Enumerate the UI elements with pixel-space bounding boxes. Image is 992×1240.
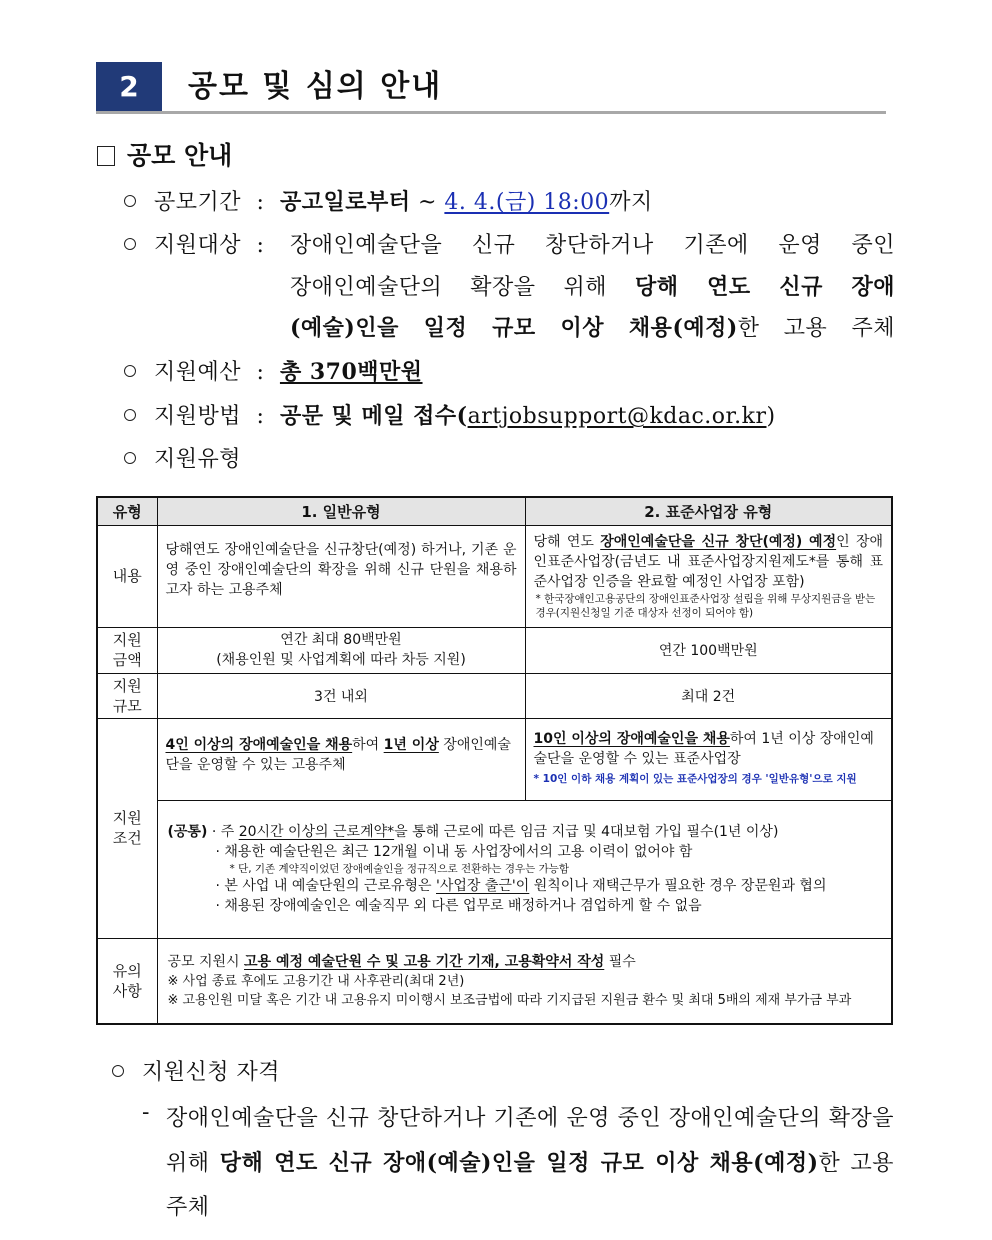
dash-bullet-icon: - [142, 1100, 150, 1125]
row-label: 지원 규모 [97, 673, 157, 718]
subheading [97, 138, 232, 174]
cell-notes: 공모 지원시 고용 예정 예술단원 수 및 고용 기간 기재, 고용확약서 작성 필수 ※ 사업 종료 후에도 고용기간 내 사후관리(최대 2년) ※ 고용인원 미달 혹은 기간 내 고용유지 미이행시 보조금법에 따라 기지급된 지원금 환수 및 최대 5배의 제재 부가금 부과 [157, 938, 892, 1024]
item-label: 지원대상 [154, 233, 242, 258]
circle-bullet-icon [124, 409, 136, 421]
col-header-general: 1. 일반유형 [157, 497, 525, 525]
cell-scale-general: 3건 내외 [157, 673, 525, 718]
circle-bullet-icon [124, 238, 136, 250]
cell-conditions-standard: 10인 이상의 장애예술인을 채용하여 1년 이상 장애인예술단을 운영할 수 있는 표준사업장 * 10인 이하 채용 계획이 있는 표준사업장의 경우 '일반유형'으로 지원 [525, 718, 892, 800]
email-link[interactable]: artjobsupport@kdac.or.kr [467, 404, 767, 429]
circle-bullet-icon [124, 365, 136, 377]
item-label: 지원신청 자격 [142, 1060, 281, 1085]
section-divider [96, 111, 886, 114]
period-deadline: 4. 4.(금) 18:00 [444, 190, 610, 215]
item-eligibility [112, 1056, 280, 1090]
item-period: 공모기간 : 공고일로부터 ~ 4. 4.(금) 18:00까지 [124, 185, 653, 220]
item-label: 지원예산 [154, 360, 242, 385]
item-budget: 지원예산 : 총 370백만원 [124, 355, 423, 390]
table-row-content [97, 525, 892, 627]
cell-conditions-general: 4인 이상의 장애예술인을 채용하여 1년 이상 장애인예술단을 운영할 수 있는 고용주체 [157, 718, 525, 800]
target-line-1: 장애인예술단을 신규 창단하거나 기존에 운영 중인 [290, 233, 895, 258]
row-label: 내용 [97, 525, 157, 627]
cell-scale-standard: 최대 2건 [525, 673, 892, 718]
eligibility-text: 장애인예술단을 신규 창단하거나 기존에 운영 중인 장애인예술단의 확장을 위해 당해 연도 신규 장애(예술)인을 일정 규모 이상 채용(예정)한 고용 주체 [166, 1106, 895, 1220]
table-row-common-conditions [97, 800, 892, 938]
item-label: 지원유형 [154, 447, 242, 472]
budget-value: 총 370백만원 [279, 359, 423, 385]
section-number-badge: 2 [96, 62, 162, 111]
cell-amount-standard: 연간 100백만원 [525, 627, 892, 673]
row-label: 지원 조건 [97, 718, 157, 938]
item-label: 지원방법 [154, 404, 242, 429]
standard-condition-note: * 10인 이하 채용 계획이 있는 표준사업장의 경우 '일반유형'으로 지원 [533, 773, 857, 785]
table-row-amount [97, 627, 892, 673]
item-label: 공모기간 [154, 190, 242, 215]
table-header-row [97, 497, 892, 525]
col-header-standard: 2. 표준사업장 유형 [525, 497, 892, 525]
cell-amount-general: 연간 최대 80백만원 (채용인원 및 사업계획에 따라 차등 지원) [157, 627, 525, 673]
support-type-table [96, 496, 893, 1025]
table-row-notes [97, 938, 892, 1024]
circle-bullet-icon [124, 452, 136, 464]
target-line-2: 장애인예술단의 확장을 위해 당해 연도 신규 장애 [290, 274, 895, 300]
period-start: 공고일로부터 [279, 189, 411, 215]
circle-bullet-icon [124, 195, 136, 207]
square-bullet-icon [97, 146, 115, 166]
subheading-text: 공모 안내 [127, 141, 233, 170]
cell-content-general: 당해연도 장애인예술단을 신규창단(예정) 하거나, 기존 운영 중인 장애인예술단의 확장을 위해 신규 단원을 채용하고자 하는 고용주체 [157, 525, 525, 627]
table-row-scale [97, 673, 892, 718]
row-label: 지원 금액 [97, 627, 157, 673]
cell-common-conditions: (공통) · 주 20시간 이상의 근로계약*을 통해 근로에 따른 임금 지급 및 4대보험 가입 필수(1년 이상) · 채용한 예술단원은 최근 12개월 이내 동 사업장에서의 고용 이력이 없어야 함 * 단, 기존 계약직이었던 장애예술인을 정규직으로 전환하는 경우는 가능함 · 본 사업 내 예술단원의 근로유형은 '사업장 출근'이 원칙이나 재택근무가 필요한 경우 장문원과 협의 · 채용된 장애예술인은 예술직무 외 다른 업무로 배정하거나 겸업하게 할 수 없음 [157, 800, 892, 938]
col-header-type: 유형 [97, 497, 157, 525]
section-header [96, 62, 886, 114]
item-types [124, 443, 241, 477]
table-row-conditions [97, 718, 892, 800]
item-target: 지원대상 : [124, 229, 272, 263]
target-line-3: (예술)인을 일정 규모 이상 채용(예정)한 고용 주체 [290, 315, 895, 341]
standard-footnote: * 한국장애인고용공단의 장애인표준사업장 설립을 위해 무상지원금을 받는 경우(지원신청일 기준 대상자 선정이 되어야 함) [535, 593, 876, 619]
cell-content-standard: 당해 연도 장애인예술단을 신규 창단(예정) 예정인 장애인표준사업장(금년도 내 표준사업장지원제도*를 통해 표준사업장 인증을 완료할 예정인 사업장 포함) * 한국장애인고용공단의 장애인표준사업장 설립을 위해 무상지원금을 받는 경우(지원신청일 기준 대상자 선정이 되어야 함) [525, 525, 892, 627]
section-title: 공모 및 심의 안내 [188, 69, 443, 104]
row-label: 유의 사항 [97, 938, 157, 1024]
circle-bullet-icon [112, 1065, 124, 1077]
item-method: 지원방법 : 공문 및 메일 접수(artjobsupport@kdac.or.kr) [124, 399, 776, 434]
